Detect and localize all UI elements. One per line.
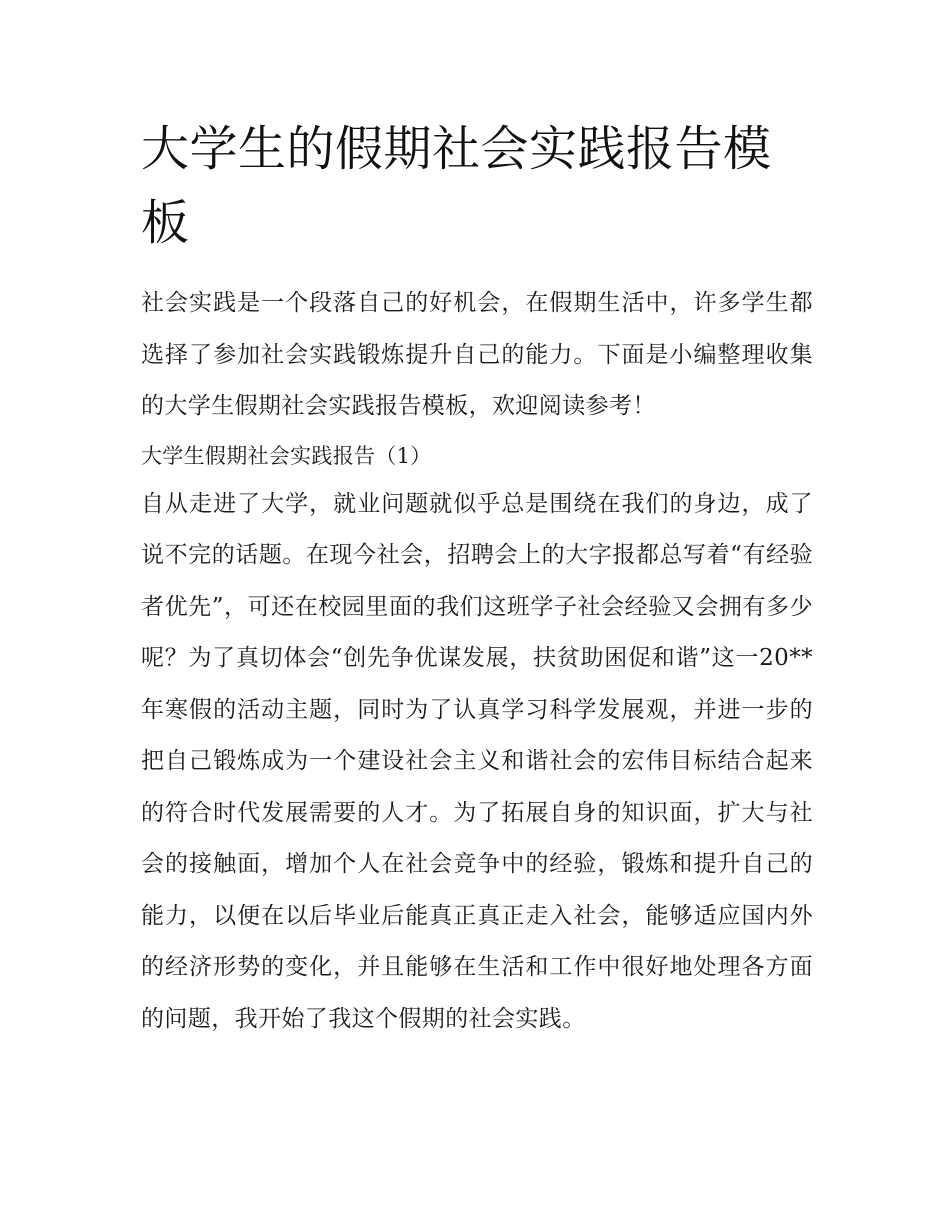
section-heading: 大学生假期社会实践报告（1） <box>141 443 432 468</box>
document-title: 大学生的假期社会实践报告模板 <box>141 121 772 251</box>
document-content <box>141 112 813 1045</box>
intro-paragraph: 社会实践是一个段落自己的好机会，在假期生活中，许多学生都选择了参加社会实践锻炼提升自己的能力。下面是小编整理收集的大学生假期社会实践报告模板，欢迎阅读参考！ <box>141 290 813 419</box>
body-paragraph: 自从走进了大学，就业问题就似乎总是围绕在我们的身边，成了说不完的话题。在现今社会，招聘会上的大字报都总写着“有经验者优先”，可还在校园里面的我们这班学子社会经验又会拥有多少呢？为了真切体会“创先争优谋发展，扶贫助困促和谐”这一20**年寒假的活动主题，同时为了认真学习科学发展观，并进一步的把自己锻炼成为一个建设社会主义和谐社会的宏伟目标结合起来的符合时代发展需要的人才。为了拓展自身的知识面，扩大与社会的接触面，增加个人在社会竞争中的经验，锻炼和提升自己的能力，以便在以后毕业后能真正真正走入社会，能够适应国内外的经济形势的变化，并且能够在生活和工作中很好地处理各方面的问题，我开始了我这个假期的社会实践。 <box>141 490 813 1032</box>
